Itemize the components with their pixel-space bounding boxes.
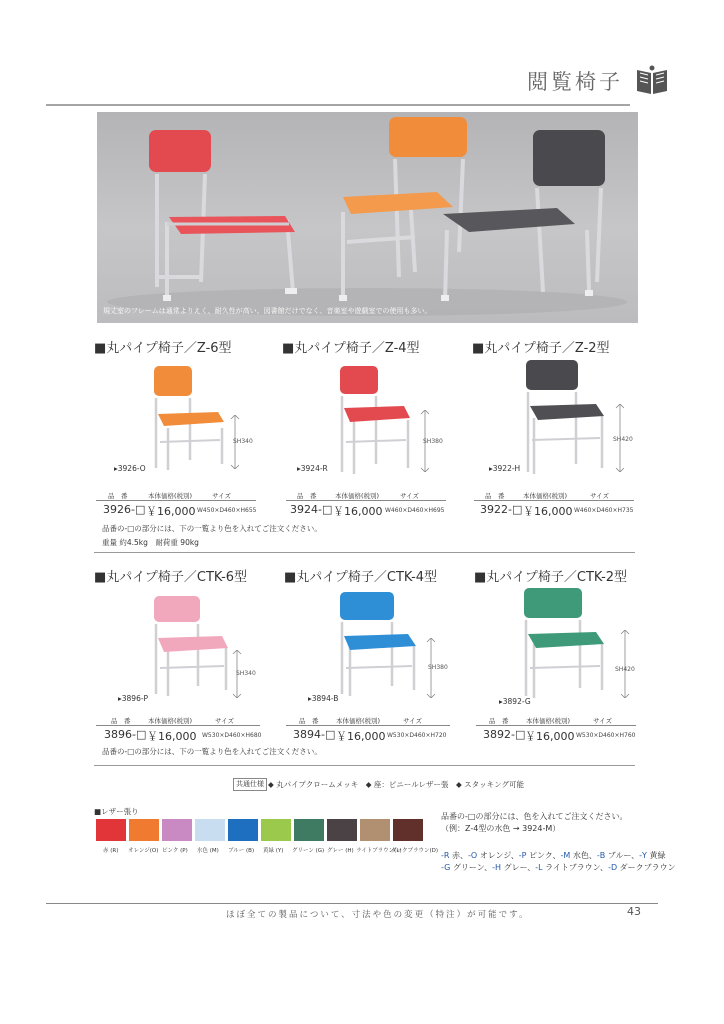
- product-size-ctk2: W530×D460×H760: [576, 732, 636, 739]
- col-header-size-ctk4: サイズ: [403, 717, 422, 725]
- product-price-z2: ￥16,000: [523, 505, 573, 518]
- col-header-size-z4: サイズ: [400, 492, 419, 500]
- table-rule-z6: [96, 500, 256, 501]
- code-tag-ctk2: ▸3892-G: [499, 697, 531, 706]
- footer-rule: [46, 903, 658, 904]
- product-title-z6: ■丸パイプ椅子／Z-6型: [94, 341, 232, 356]
- swatch-lightblue: [195, 819, 225, 841]
- product-code-ctk2: 3892-□: [483, 728, 526, 741]
- product-title-ctk6: ■丸パイプ椅子／CTK-6型: [94, 570, 248, 585]
- code-tag-ctk4: ▸3894-B: [308, 694, 339, 703]
- swatch-label-red: 赤 (R): [103, 848, 119, 854]
- product-price-ctk4: ￥16,000: [336, 730, 386, 743]
- product-price-ctk2: ￥16,000: [525, 730, 575, 743]
- table-rule-z4: [286, 500, 446, 501]
- chair-z2-image: [516, 358, 612, 478]
- table-rule-ctk4: [286, 725, 450, 726]
- swatch-label-lightblue: 水色 (M): [197, 848, 219, 854]
- col-header-price-z4: 本体価格(税別): [335, 492, 380, 500]
- product-size-z6: W450×D460×H655: [197, 507, 257, 514]
- color-code-list-2: -G グリーン、-H グレー、-L ライトブラウン、-D ダークブラウン: [441, 863, 676, 872]
- product-title-ctk4: ■丸パイプ椅子／CTK-4型: [284, 570, 438, 585]
- chair-ctk4-image: [328, 590, 424, 698]
- swatch-label-darkbrown: ダークブラウン(D): [391, 848, 439, 854]
- swatch-label-gray: グレー (H): [327, 848, 354, 854]
- chair-ctk6-image: [146, 594, 236, 698]
- orange-chair-image: [285, 117, 467, 301]
- swatch-label-orange: オレンジ(O): [128, 848, 159, 854]
- footer-text: ほぼ全ての製品について、寸法や色の変更（特注）が可能です。: [226, 910, 530, 920]
- col-header-size-ctk2: サイズ: [593, 717, 612, 725]
- chair-ctk2-image: [516, 586, 612, 700]
- photo-caption: 規丈室のフレームは通常よりえく、耐久性が高い。図書館だけでなく、音楽室や遊戯室での使用も多い。: [103, 307, 432, 315]
- product-price-z4: ￥16,000: [333, 505, 383, 518]
- swatch-label-green: グリーン (G): [292, 848, 325, 854]
- sh-label-ctk4: SH380: [428, 664, 448, 671]
- swatch-label-lightbrown: ライトブラウン(L): [356, 848, 402, 854]
- col-header-size-z6: サイズ: [212, 492, 231, 500]
- leather-title: ■レザー張り: [94, 807, 139, 816]
- sh-label-z6: SH340: [233, 438, 253, 445]
- swatch-blue: [228, 819, 258, 841]
- product-price-z6: ￥16,000: [146, 505, 196, 518]
- ctk-series-note: 品番の-□の部分には、下の一覧より色を入れてご注文ください。: [102, 747, 322, 756]
- color-code-list-1: -R 赤、-O オレンジ、-P ピンク、-M 水色、-B ブルー、-Y 黄緑: [441, 851, 666, 860]
- product-code-z2: 3922-□: [480, 503, 523, 516]
- table-rule-ctk2: [476, 725, 636, 726]
- table-rule-ctk6: [96, 725, 260, 726]
- chair-z6-image: [140, 364, 230, 472]
- product-title-ctk2: ■丸パイプ椅子／CTK-2型: [474, 570, 628, 585]
- code-tag-ctk6: ▸3896-P: [118, 694, 149, 703]
- swatch-yellowgreen: [261, 819, 291, 841]
- col-header-price-z2: 本体価格(税別): [523, 492, 568, 500]
- hero-photo: [97, 112, 638, 323]
- swatch-red: [96, 819, 126, 841]
- col-header-code-z2: 品 番: [485, 492, 505, 500]
- product-size-ctk4: W530×D460×H720: [387, 732, 447, 739]
- section-divider-1: [94, 552, 635, 553]
- page-number: 43: [627, 905, 641, 918]
- swatch-label-blue: ブルー (B): [228, 848, 255, 854]
- product-title-z4: ■丸パイプ椅子／Z-4型: [282, 341, 420, 356]
- product-code-ctk4: 3894-□: [293, 728, 336, 741]
- section-divider-2: [94, 765, 635, 766]
- swatch-pink: [162, 819, 192, 841]
- product-code-ctk6: 3896-□: [104, 728, 147, 741]
- swatch-gray: [327, 819, 357, 841]
- common-spec-text: ◆ 丸パイプクロームメッキ ◆ 座：ビニールレザー張 ◆ スタッキング可能: [268, 780, 524, 789]
- swatch-darkbrown: [393, 819, 423, 841]
- col-header-code-ctk4: 品 番: [299, 717, 319, 725]
- open-book-icon: [634, 64, 670, 96]
- sh-label-ctk2: SH420: [615, 666, 635, 673]
- order-note-1: 品番の-□の部分には、色を入れてご注文ください。: [441, 812, 628, 821]
- product-price-ctk6: ￥16,000: [147, 730, 197, 743]
- swatch-green: [294, 819, 324, 841]
- product-size-ctk6: W530×D460×H680: [202, 732, 262, 739]
- sh-label-ctk6: SH340: [236, 670, 256, 677]
- col-header-size-ctk6: サイズ: [215, 717, 234, 725]
- product-size-z2: W460×D460×H735: [574, 507, 634, 514]
- swatch-lightbrown: [360, 819, 390, 841]
- sh-label-z2: SH420: [613, 436, 633, 443]
- col-header-price-ctk2: 本体価格(税別): [526, 717, 571, 725]
- col-header-code-ctk2: 品 番: [489, 717, 509, 725]
- col-header-code-ctk6: 品 番: [111, 717, 131, 725]
- swatch-label-pink: ピンク (P): [162, 848, 188, 854]
- swatch-orange: [129, 819, 159, 841]
- red-chair-image: [149, 130, 297, 301]
- col-header-size-z2: サイズ: [590, 492, 609, 500]
- z-series-weight: 重量 約4.5kg 耐荷重 90kg: [102, 538, 199, 547]
- z-series-note: 品番の-□の部分には、下の一覧より色を入れてご注文ください。: [102, 524, 322, 533]
- col-header-code-z6: 品 番: [108, 492, 128, 500]
- page-title: 閲覧椅子: [527, 70, 623, 94]
- code-tag-z4: ▸3924-R: [297, 464, 328, 473]
- col-header-price-z6: 本体価格(税別): [148, 492, 193, 500]
- gray-chair-image: [441, 130, 605, 301]
- header-rule: [46, 104, 630, 106]
- sh-label-z4: SH380: [423, 438, 443, 445]
- common-spec-label: 共通仕様: [233, 778, 267, 791]
- chair-z4-image: [330, 364, 420, 476]
- product-code-z6: 3926-□: [103, 503, 146, 516]
- code-tag-z2: ▸3922-H: [489, 464, 521, 473]
- table-rule-z2: [474, 500, 634, 501]
- product-title-z2: ■丸パイプ椅子／Z-2型: [472, 341, 610, 356]
- swatch-label-yellowgreen: 黄緑 (Y): [263, 848, 284, 854]
- col-header-code-z4: 品 番: [297, 492, 317, 500]
- product-size-z4: W460×D460×H695: [385, 507, 445, 514]
- code-tag-z6: ▸3926-O: [114, 464, 146, 473]
- sh-dimension-ctk2: [620, 630, 630, 698]
- col-header-price-ctk6: 本体価格(税別): [148, 717, 193, 725]
- product-code-z4: 3924-□: [290, 503, 333, 516]
- col-header-price-ctk4: 本体価格(税別): [336, 717, 381, 725]
- order-note-2: （例：Z-4型の水色 → 3924-M）: [441, 824, 561, 833]
